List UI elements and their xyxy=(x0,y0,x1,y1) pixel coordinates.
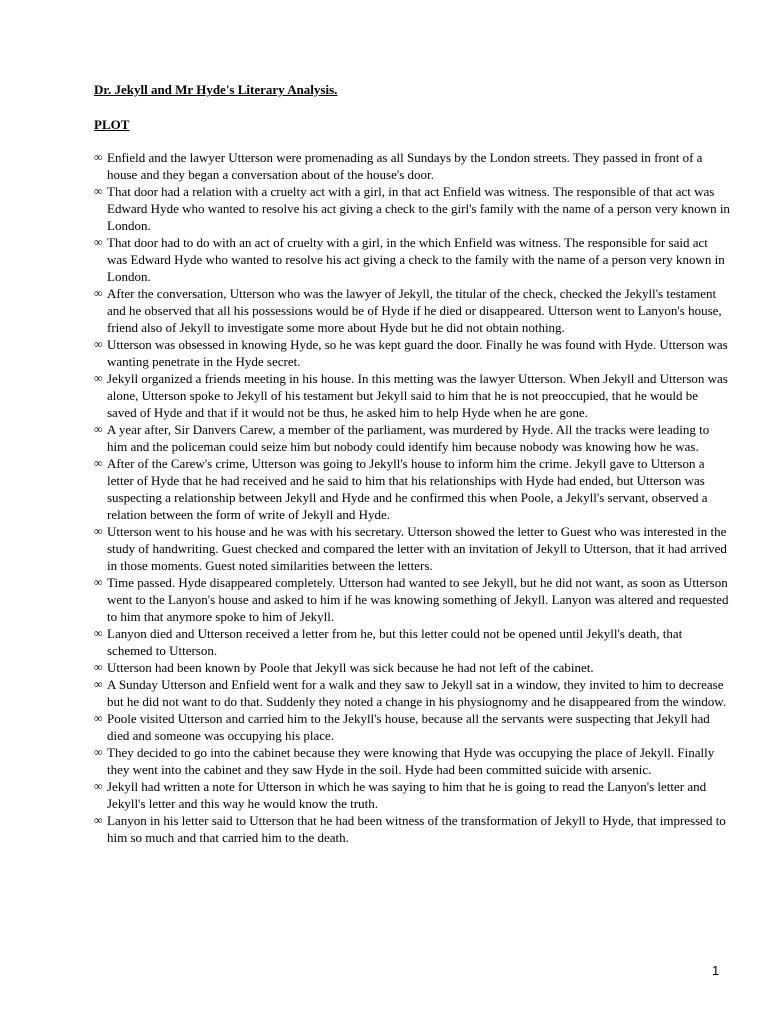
infinity-bullet-icon: ∞ xyxy=(94,150,103,164)
plot-item-text: That door had a relation with a cruelty act with a girl, in that act Enfield was witness. The responsible of that act was Edward Hyde who wanted to resolve his act giving a check to the girl's family with the name of a person very known in London. xyxy=(107,184,730,233)
plot-item-text: Poole visited Utterson and carried him to the Jekyll's house, because all the servants were suspecting that Jekyll had died and someone was occupying his place. xyxy=(107,711,710,743)
infinity-bullet-icon: ∞ xyxy=(94,779,103,793)
plot-item-text: Utterson went to his house and he was with his secretary. Utterson showed the letter to Guest who was interested in the study of handwriting. Guest checked and compared the letter with an invitation of Jekyll to Utterson, that it had arrived in those moments. Guest noted similarities between the letters. xyxy=(107,524,727,573)
infinity-bullet-icon: ∞ xyxy=(94,575,103,589)
plot-list-item xyxy=(94,778,730,812)
plot-item-text: After of the Carew's crime, Utterson was going to Jekyll's house to inform him the crime. Jekyll gave to Utterson a letter of Hyde that he had received and he said to him that his relationships with Hyde had ended, but Utterson was suspecting a relationship between Jekyll and Hyde and he confirmed this when Poole, a Jekyll's servant, observed a relation between the form of write of Jekyll and Hyde. xyxy=(107,456,708,522)
infinity-bullet-icon: ∞ xyxy=(94,524,103,538)
document-title: Dr. Jekyll and Mr Hyde's Literary Analysis. xyxy=(94,82,338,97)
infinity-bullet-icon: ∞ xyxy=(94,456,103,470)
infinity-bullet-icon: ∞ xyxy=(94,711,103,725)
plot-list-item xyxy=(94,149,730,183)
plot-item-text: Time passed. Hyde disappeared completely. Utterson had wanted to see Jekyll, but he did not want, as soon as Utterson went to the Lanyon's house and asked to him if he was knowing something of Jekyll. Lanyon was altered and requested to him that anymore spoke to him of Jekyll. xyxy=(107,575,729,624)
plot-list-item xyxy=(94,285,730,336)
plot-item-text: Jekyll organized a friends meeting in his house. In this metting was the lawyer Utterson. When Jekyll and Utterson was alone, Utterson spoke to Jekyll of his testament but Jekyll said to him that he is not preoccupied, that he would be saved of Hyde and that if it would not be thus, he asked him to help Hyde when he are gone. xyxy=(107,371,728,420)
infinity-bullet-icon: ∞ xyxy=(94,371,103,385)
plot-list-item xyxy=(94,234,730,285)
plot-list-item xyxy=(94,574,730,625)
plot-item-text: A year after, Sir Danvers Carew, a member of the parliament, was murdered by Hyde. All the tracks were leading to him and the policeman could seize him but nobody could identify him because nobody was knowing how he was. xyxy=(107,422,710,454)
plot-item-text: Lanyon died and Utterson received a letter from he, but this letter could not be opened until Jekyll's death, that schemed to Utterson. xyxy=(107,626,683,658)
plot-list xyxy=(94,149,730,846)
infinity-bullet-icon: ∞ xyxy=(94,337,103,351)
plot-item-text: Utterson was obsessed in knowing Hyde, so he was kept guard the door. Finally he was found with Hyde. Utterson was wanting penetrate in the Hyde secret. xyxy=(107,337,728,369)
plot-item-text: They decided to go into the cabinet because they were knowing that Hyde was occupying the place of Jekyll. Finally they went into the cabinet and they saw Hyde in the soil. Hyde had been committed suicide with arsenic. xyxy=(107,745,715,777)
plot-list-item xyxy=(94,659,730,676)
plot-item-text: Utterson had been known by Poole that Jekyll was sick because he had not left of the cabinet. xyxy=(107,660,594,675)
plot-item-text: A Sunday Utterson and Enfield went for a walk and they saw to Jekyll sat in a window, they invited to him to decrease but he did not want to do that. Suddenly they noted a change in his physiognomy and he disappeared from the window. xyxy=(107,677,727,709)
plot-item-text: Jekyll had written a note for Utterson in which he was saying to him that he is going to read the Lanyon's letter and Jekyll's letter and this way he would know the truth. xyxy=(107,779,707,811)
plot-list-item xyxy=(94,625,730,659)
infinity-bullet-icon: ∞ xyxy=(94,235,103,249)
infinity-bullet-icon: ∞ xyxy=(94,184,103,198)
plot-list-item xyxy=(94,676,730,710)
infinity-bullet-icon: ∞ xyxy=(94,813,103,827)
plot-list-item xyxy=(94,744,730,778)
infinity-bullet-icon: ∞ xyxy=(94,745,103,759)
plot-item-text: Enfield and the lawyer Utterson were promenading as all Sundays by the London streets. They passed in front of a house and they began a conversation about of the house's door. xyxy=(107,150,703,182)
infinity-bullet-icon: ∞ xyxy=(94,286,103,300)
plot-list-item xyxy=(94,421,730,455)
plot-list-item xyxy=(94,523,730,574)
infinity-bullet-icon: ∞ xyxy=(94,677,103,691)
plot-list-item xyxy=(94,336,730,370)
plot-item-text: After the conversation, Utterson who was the lawyer of Jekyll, the titular of the check, checked the Jekyll's testament and he observed that all his possessions would be of Hyde if he died or disappeared. Utterson went to Lanyon's house, friend also of Jekyll to investigate some more about Hyde but he did not obtain nothing. xyxy=(107,286,722,335)
plot-item-text: Lanyon in his letter said to Utterson that he had been witness of the transformation of Jekyll to Hyde, that impressed to him so much and that carried him to the death. xyxy=(107,813,726,845)
plot-list-item xyxy=(94,370,730,421)
plot-list-item xyxy=(94,710,730,744)
plot-item-text: That door had to do with an act of cruelty with a girl, in the which Enfield was witness. The responsible for said act was Edward Hyde who wanted to resolve his act giving a check to the family with the name of a person very known in London. xyxy=(107,235,725,284)
infinity-bullet-icon: ∞ xyxy=(94,422,103,436)
page-number: 1 xyxy=(712,963,720,978)
plot-list-item xyxy=(94,183,730,234)
plot-list-item xyxy=(94,812,730,846)
section-heading-plot: PLOT xyxy=(94,117,130,132)
plot-list-item xyxy=(94,455,730,523)
infinity-bullet-icon: ∞ xyxy=(94,660,103,674)
infinity-bullet-icon: ∞ xyxy=(94,626,103,640)
